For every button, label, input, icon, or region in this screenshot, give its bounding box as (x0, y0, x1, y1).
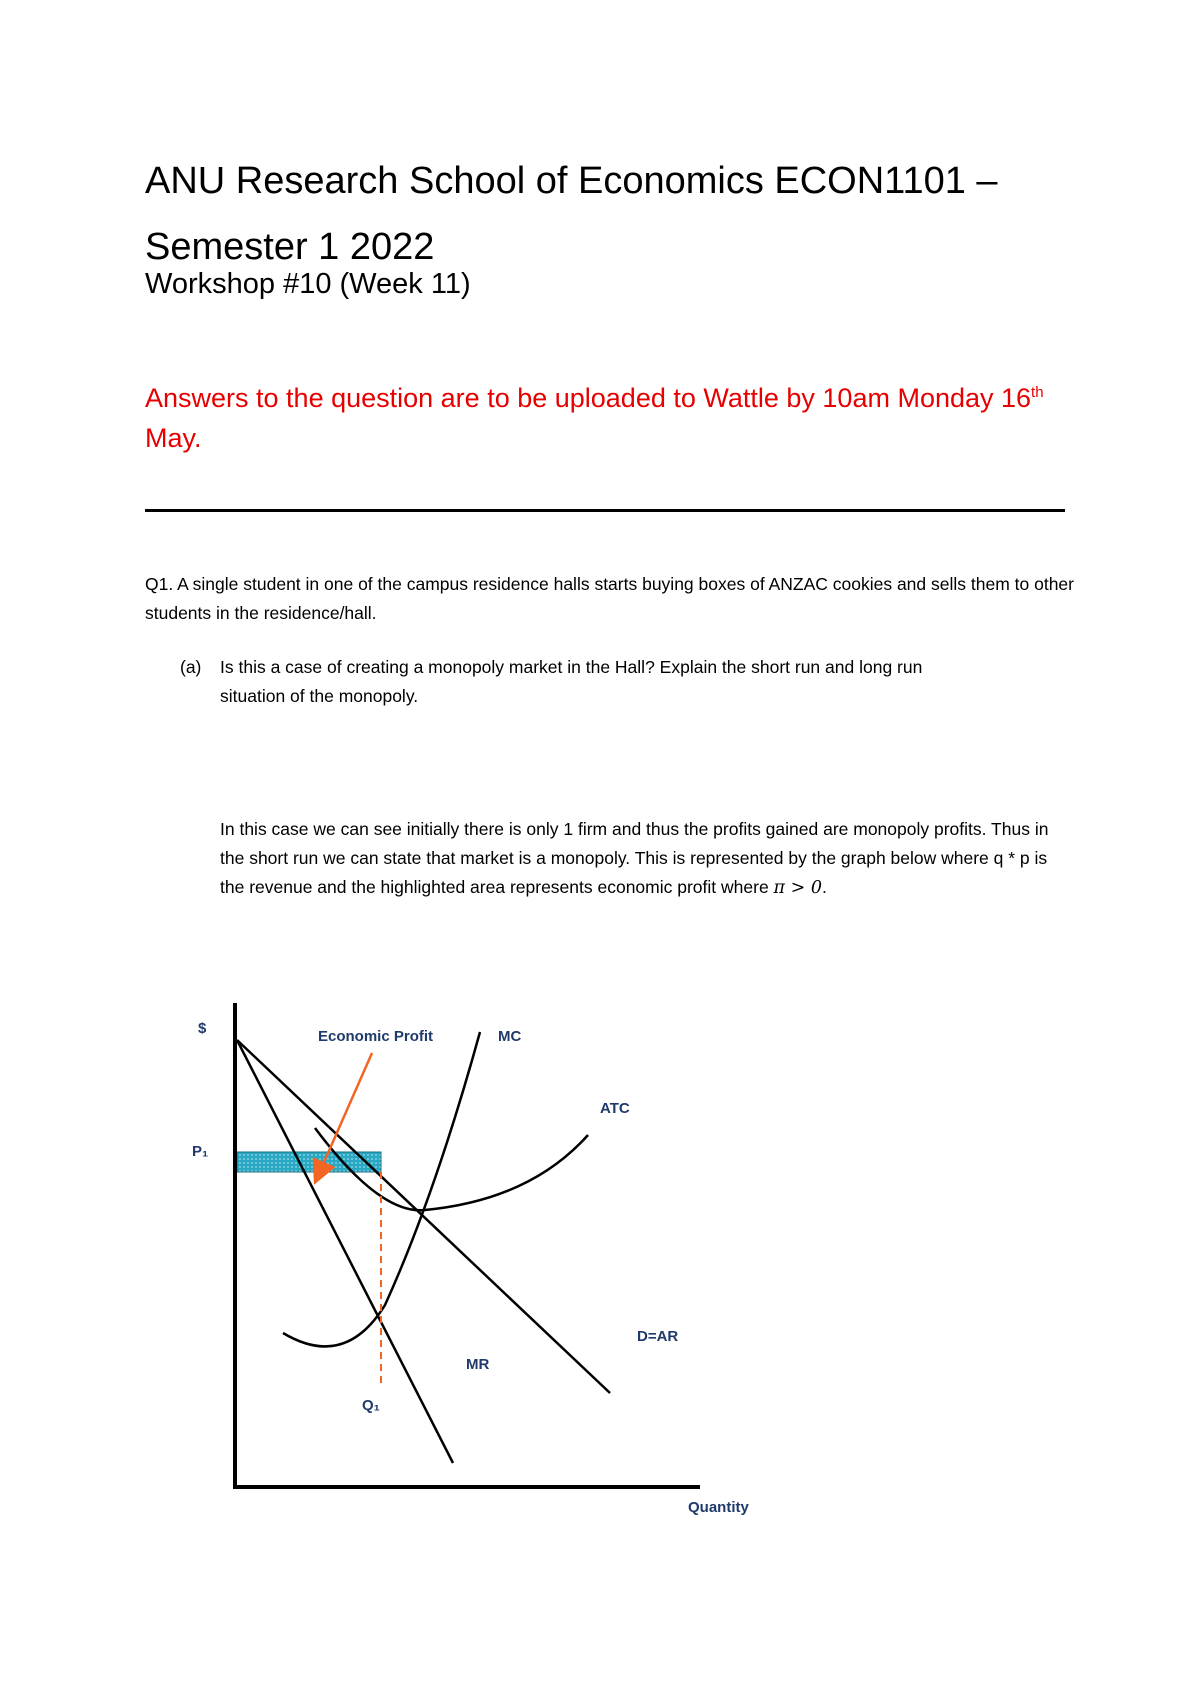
horizontal-divider (145, 509, 1065, 512)
price-label: P₁ (192, 1143, 209, 1160)
part-a-text-line1: Is this a case of creating a monopoly market in the Hall? Explain the short run and long run (220, 657, 923, 677)
mr-label: MR (466, 1356, 490, 1373)
answer-text: In this case we can see initially there is only 1 firm and thus the profits gained are monopoly profits. Thus in the short run we can state that market is a monopoly. This is represented by the graph below where q * p is the revenue and the highlighted area represents economic profit where (220, 819, 1049, 897)
notice-superscript: th (1031, 384, 1044, 401)
y-axis-label: $ (198, 1020, 207, 1037)
mr-curve (237, 1040, 453, 1463)
question-part-a (180, 653, 1060, 711)
demand-label: D=AR (637, 1328, 679, 1345)
deadline-notice (145, 373, 1045, 458)
monopoly-chart (170, 985, 770, 1516)
part-a-label: (a) (180, 657, 202, 677)
document-subtitle: Workshop #10 (Week 11) (145, 268, 471, 300)
part-a-text-line2: situation of the monopoly. (220, 686, 419, 706)
answer-paragraph (220, 815, 1060, 903)
mc-label: MC (498, 1028, 522, 1045)
answer-math: π > 0 (773, 878, 822, 898)
quantity-q1-label: Q₁ (362, 1397, 380, 1414)
notice-text-end: May. (145, 423, 202, 453)
notice-text: Answers to the question are to be uploaded to Wattle by 10am Monday 16 (145, 383, 1032, 413)
x-axis-label: Quantity (688, 1499, 749, 1516)
document-title: ANU Research School of Economics ECON1101 – Semester 1 2022 (145, 160, 998, 268)
demand-curve (237, 1040, 610, 1393)
question-1: Q1. A single student in one of the campus residence halls starts buying boxes of ANZAC cookies and sells them to other students in the residence/hall. (145, 574, 1074, 623)
atc-label: ATC (600, 1100, 630, 1117)
economic-profit-label: Economic Profit (318, 1028, 434, 1045)
answer-period: . (821, 877, 827, 897)
